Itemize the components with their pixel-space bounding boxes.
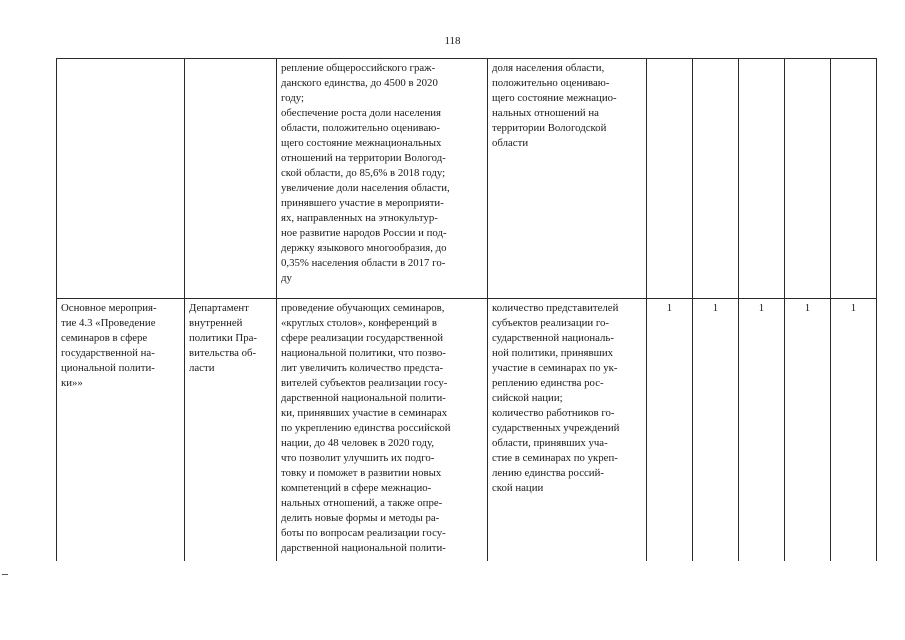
result-cell <box>277 299 488 562</box>
event-cell <box>57 299 185 562</box>
text-line: положительно оцениваю- <box>492 77 610 89</box>
text-line: государственной на- <box>61 347 155 359</box>
program-table <box>56 58 877 561</box>
text-line: вительства об- <box>189 347 257 359</box>
value-cell: 1 <box>647 299 693 562</box>
text-line: увеличение доли населения области, <box>281 182 450 194</box>
table-row <box>57 299 877 562</box>
text-line: компетенций в сфере межнацио- <box>281 482 432 494</box>
text-line: Департамент <box>189 302 249 314</box>
text-line: вителей субъектов реализации госу- <box>281 377 448 389</box>
text-line: 0,35% населения области в 2017 го- <box>281 257 446 269</box>
value-cell: 1 <box>831 299 877 562</box>
value-cell <box>739 59 785 299</box>
text-line: ное развитие народов России и под- <box>281 227 447 239</box>
text-line: ки, принявших участие в семинарах <box>281 407 448 419</box>
text-line: сийской нации; <box>492 392 563 404</box>
text-line: что позволит улучшить их подго- <box>281 452 435 464</box>
text-line: принявшего участие в мероприяти- <box>281 197 444 209</box>
text-line: семинаров в сфере <box>61 332 148 344</box>
text-line: держку языкового многообразия, до <box>281 242 447 254</box>
text-line: «круглых столов», конференций в <box>281 317 437 329</box>
text-line: тие 4.3 «Проведение <box>61 317 156 329</box>
text-line: боты по вопросам реализации госу- <box>281 527 446 539</box>
text-line: ях, направленных на этнокультур- <box>281 212 438 224</box>
event-cell <box>57 59 185 299</box>
text-line: по укреплению единства российской <box>281 422 451 434</box>
text-line: количество работников го- <box>492 407 615 419</box>
indicator-cell <box>488 299 647 562</box>
text-line: дарственной национальной полити- <box>281 542 446 554</box>
value-cell: 1 <box>739 299 785 562</box>
text-line: сударственной националь- <box>492 332 614 344</box>
text-line: количество представителей <box>492 302 619 314</box>
table-body <box>57 59 877 562</box>
value-cell <box>693 59 739 299</box>
text-line: внутренней <box>189 317 243 329</box>
text-line: проведение обучающих семинаров, <box>281 302 445 314</box>
executor-cell <box>185 59 277 299</box>
text-line: области <box>492 137 529 149</box>
text-line: нальных отношений, а также опре- <box>281 497 443 509</box>
text-line: Основное мероприя- <box>61 302 157 314</box>
text-line: ской нации <box>492 482 544 494</box>
text-line: дарственной национальной полити- <box>281 392 446 404</box>
text-line: ской области, до 85,6% в 2018 году; <box>281 167 446 179</box>
text-line: товку и поможет в развитии новых <box>281 467 442 479</box>
text-line: щего состояние межнацио- <box>492 92 617 104</box>
text-line: ной политики, принявших <box>492 347 614 359</box>
result-cell <box>277 59 488 299</box>
text-line: национальной политики, что позво- <box>281 347 446 359</box>
executor-cell <box>185 299 277 562</box>
value-cell <box>647 59 693 299</box>
text-line: политики Пра- <box>189 332 258 344</box>
page-number: 118 <box>444 35 461 47</box>
text-line: ду <box>281 272 292 284</box>
text-line: нации, до 48 человек в 2020 году, <box>281 437 435 449</box>
value-cell: 1 <box>785 299 831 562</box>
text-line: отношений на территории Вологод- <box>281 152 446 164</box>
value-cell <box>785 59 831 299</box>
text-line: ки»» <box>61 377 83 389</box>
text-line: обеспечение роста доли населения <box>281 107 441 119</box>
text-line: территории Вологодской <box>492 122 607 134</box>
text-line: нальных отношений на <box>492 107 599 119</box>
text-line: данского единства, до 4500 в 2020 <box>281 77 438 89</box>
text-line: области, положительно оцениваю- <box>281 122 440 134</box>
text-line: году; <box>281 92 304 104</box>
indicator-cell <box>488 59 647 299</box>
text-line: субъектов реализации го- <box>492 317 609 329</box>
text-line: ласти <box>189 362 215 374</box>
text-line: доля населения области, <box>492 62 605 74</box>
text-line: репление общероссийского граж- <box>281 62 436 74</box>
text-line: стие в семинарах по укреп- <box>492 452 618 464</box>
text-line: сударственных учреждений <box>492 422 620 434</box>
text-line: делить новые формы и методы ра- <box>281 512 440 524</box>
margin-mark <box>2 574 8 575</box>
value-cell: 1 <box>693 299 739 562</box>
text-line: сфере реализации государственной <box>281 332 444 344</box>
text-line: реплению единства рос- <box>492 377 604 389</box>
value-cell <box>831 59 877 299</box>
text-line: циональной полити- <box>61 362 155 374</box>
text-line: лению единства россий- <box>492 467 604 479</box>
text-line: лит увеличить количество предста- <box>281 362 444 374</box>
table-row <box>57 59 877 299</box>
text-line: щего состояние межнациональных <box>281 137 442 149</box>
text-line: области, принявших уча- <box>492 437 608 449</box>
text-line: участие в семинарах по ук- <box>492 362 618 374</box>
